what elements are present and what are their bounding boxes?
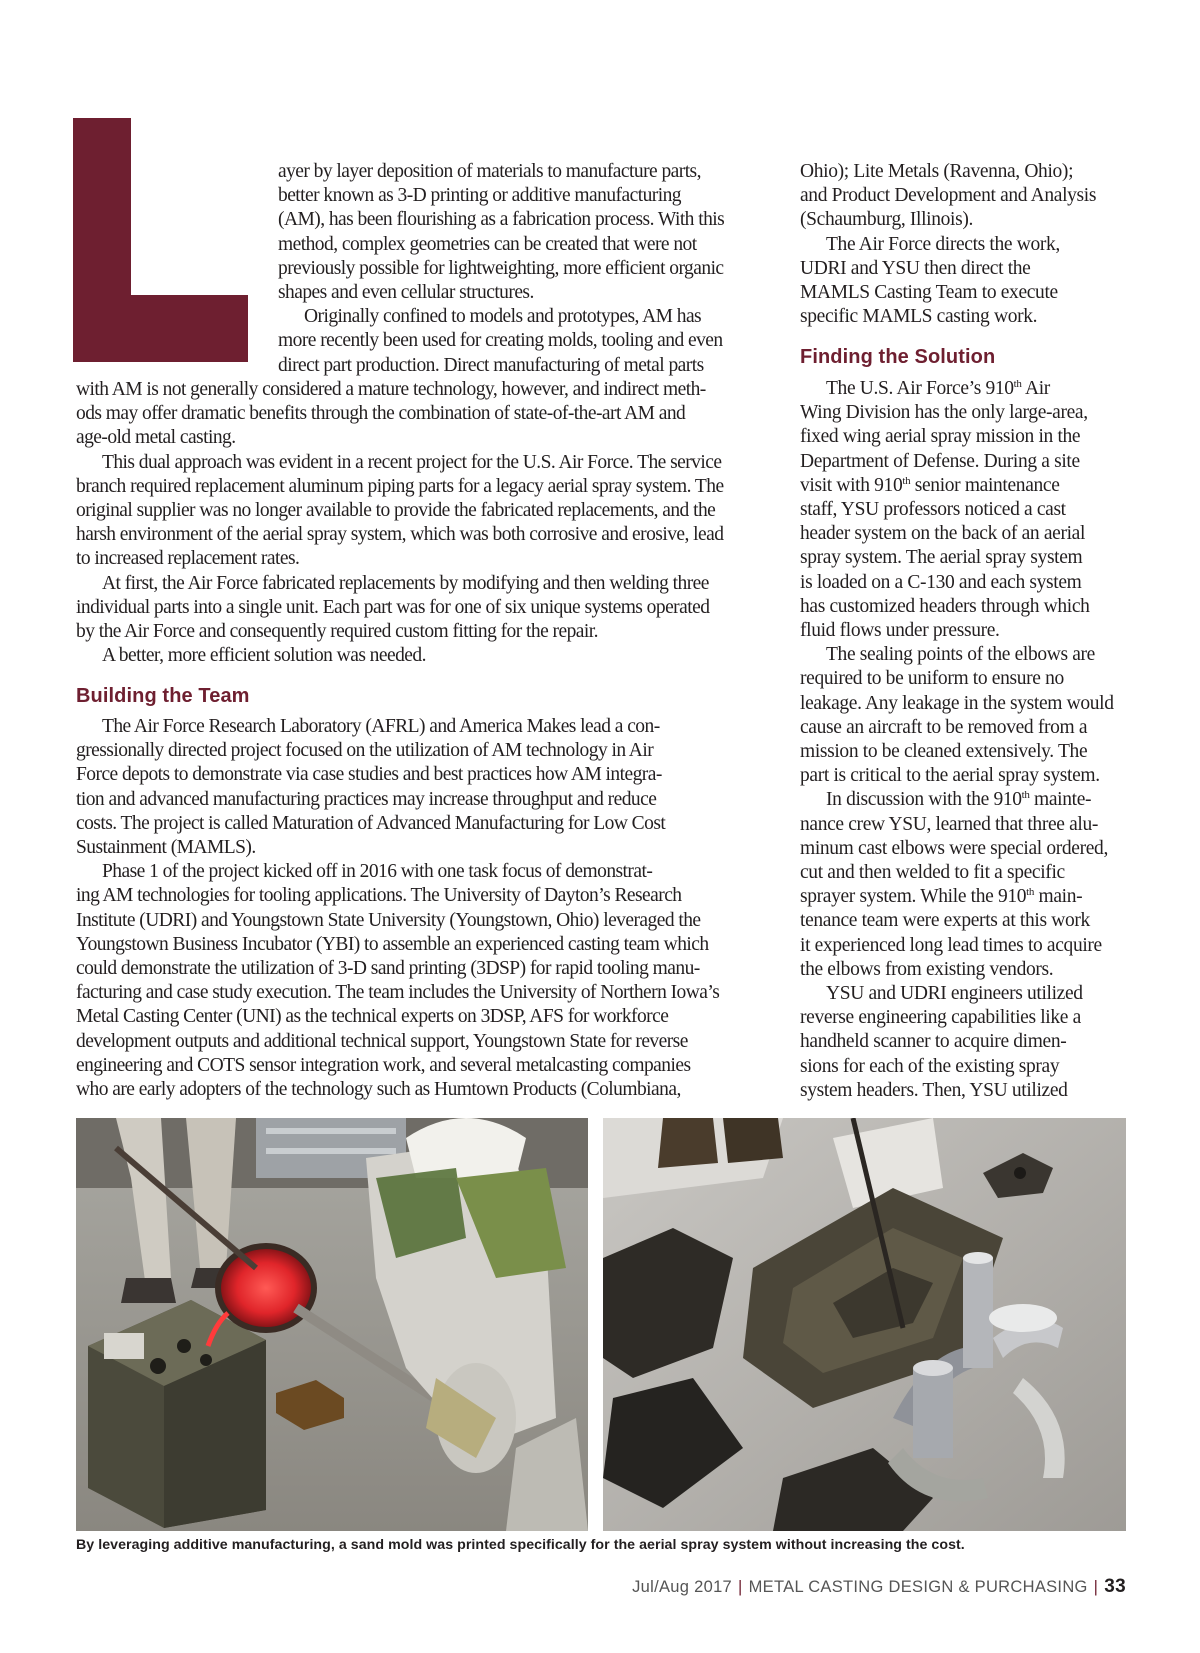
text-line: Youngstown Business Incubator (YBI) to assemble an experienced casting team which: [76, 933, 709, 955]
drop-cap: [73, 118, 248, 362]
text-line: YSU and UDRI engineers utilized: [826, 983, 1083, 1005]
text-line: sions for each of the existing spray: [800, 1055, 1060, 1077]
main-body-text: [76, 378, 768, 668]
text-line: tenance team were experts at this work: [800, 910, 1090, 932]
photo-pouring-metal: [76, 1118, 588, 1531]
text-line: Ohio); Lite Metals (Ravenna, Ohio);: [800, 161, 1074, 182]
building-team-text: [76, 715, 768, 1102]
text-line: part is critical to the aerial spray system.: [800, 765, 1100, 787]
text-line: In discussion with the 910th mainte-: [826, 789, 1092, 811]
text-line: sprayer system. While the 910th main-: [800, 886, 1083, 908]
text-line: engineering and COTS sensor integration work, and several metalcasting companies: [76, 1054, 691, 1076]
photo-cast-elbow: [603, 1118, 1126, 1531]
text-line: The Air Force Research Laboratory (AFRL) and America Makes lead a con-: [102, 716, 660, 737]
text-line: staff, YSU professors noticed a cast: [800, 499, 1066, 521]
footer-separator: |: [1093, 1578, 1099, 1596]
text-line: The Air Force directs the work,: [826, 233, 1060, 255]
text-line: leakage. Any leakage in the system would: [800, 692, 1114, 714]
text-line: spray system. The aerial spray system: [800, 547, 1083, 569]
text-line: to increased replacement rates.: [76, 548, 300, 570]
text-line: Originally confined to models and prototypes, AM has: [304, 306, 702, 328]
text-line: ing AM technologies for tooling applications. The University of Dayton’s Research: [76, 885, 682, 907]
text-line: gressionally directed project focused on the utilization of AM technology in Air: [76, 740, 654, 762]
text-line: Phase 1 of the project kicked off in 2016 with one task focus of demonstrat-: [102, 861, 653, 883]
text-line: better known as 3-D printing or additive manufacturing: [278, 185, 681, 207]
text-line: Department of Defense. During a site: [800, 450, 1080, 472]
text-line: direct part production. Direct manufacturing of metal parts: [278, 354, 704, 376]
text-line: visit with 910th senior maintenance: [800, 474, 1060, 496]
text-line: Wing Division has the only large-area,: [800, 402, 1088, 424]
text-line: it experienced long lead times to acquire: [800, 934, 1102, 956]
text-line: ods may offer dramatic benefits through the combination of state-of-the-art AM and: [76, 403, 686, 425]
pouring-photo-illustration: [76, 1118, 588, 1531]
text-line: The sealing points of the elbows are: [826, 644, 1095, 666]
text-line: (Schaumburg, Illinois).: [800, 209, 974, 231]
photo-caption: By leveraging additive manufacturing, a sand mold was printed specifically for the aerial spray system without increasing the cost.: [76, 1537, 965, 1553]
text-line: MAMLS Casting Team to execute: [800, 282, 1058, 304]
intro-paragraph: [278, 160, 768, 378]
text-line: A better, more efficient solution was needed.: [102, 645, 426, 667]
footer-separator: |: [738, 1578, 743, 1596]
text-line: harsh environment of the aerial spray system, which was both corrosive and erosive, lead: [76, 524, 724, 546]
text-line: Sustainment (MAMLS).: [76, 837, 256, 859]
text-line: and Product Development and Analysis: [800, 185, 1097, 207]
text-line: This dual approach was evident in a recent project for the U.S. Air Force. The service: [102, 451, 722, 473]
text-line: costs. The project is called Maturation of Advanced Manufacturing for Low Cost: [76, 812, 666, 834]
text-line: header system on the back of an aerial: [800, 523, 1086, 545]
text-line: cause an aircraft to be removed from a: [800, 716, 1088, 738]
text-line: UDRI and YSU then direct the: [800, 257, 1031, 279]
text-line: individual parts into a single unit. Each part was for one of six unique systems operated: [76, 596, 710, 618]
text-line: The U.S. Air Force’s 910th Air: [826, 378, 1050, 399]
text-line: development outputs and additional technical support, Youngstown State for reverse: [76, 1030, 688, 1052]
text-line: mission to be cleaned extensively. The: [800, 741, 1088, 763]
section-heading-finding-the-solution: Finding the Solution: [800, 346, 996, 368]
section-heading-building-the-team: Building the Team: [76, 685, 250, 707]
text-line: reverse engineering capabilities like a: [800, 1007, 1081, 1029]
finding-solution-text: [800, 377, 1135, 1103]
text-line: previously possible for lightweighting, more efficient organic: [278, 257, 724, 279]
footer-issue-date: Jul/Aug 2017: [632, 1578, 733, 1596]
text-line: shapes and even cellular structures.: [278, 282, 534, 304]
text-line: minum cast elbows were special ordered,: [800, 837, 1108, 859]
text-line: age-old metal casting.: [76, 427, 236, 449]
text-line: could demonstrate the utilization of 3-D sand printing (3DSP) for rapid tooling manu-: [76, 958, 700, 980]
text-line: facturing and case study execution. The team includes the University of Northern Iowa’s: [76, 982, 720, 1004]
text-line: system headers. Then, YSU utilized: [800, 1079, 1068, 1101]
text-line: with AM is not generally considered a mature technology, however, and indirect meth-: [76, 379, 706, 400]
text-line: more recently been used for creating molds, tooling and even: [278, 330, 723, 352]
footer-publication: METAL CASTING DESIGN & PURCHASING: [748, 1578, 1088, 1596]
text-line: (AM), has been flourishing as a fabrication process. With this: [278, 209, 725, 231]
text-line: branch required replacement aluminum piping parts for a legacy aerial spray system. The: [76, 475, 724, 497]
text-line: ayer by layer deposition of materials to manufacture parts,: [278, 161, 701, 182]
text-line: is loaded on a C-130 and each system: [800, 571, 1082, 593]
text-line: nance crew YSU, learned that three alu-: [800, 813, 1099, 835]
text-line: Force depots to demonstrate via case studies and best practices how AM integra-: [76, 764, 662, 786]
right-column-top: [800, 160, 1135, 329]
text-line: At first, the Air Force fabricated replacements by modifying and then welding three: [102, 572, 709, 594]
text-line: fixed wing aerial spray mission in the: [800, 426, 1081, 448]
text-line: required to be uniform to ensure no: [800, 668, 1064, 690]
text-line: the elbows from existing vendors.: [800, 958, 1054, 980]
text-line: cut and then welded to fit a specific: [800, 862, 1065, 884]
text-line: handheld scanner to acquire dimen-: [800, 1031, 1067, 1053]
text-line: fluid flows under pressure.: [800, 620, 1000, 642]
text-line: specific MAMLS casting work.: [800, 306, 1038, 328]
text-line: Institute (UDRI) and Youngstown State University (Youngstown, Ohio) leveraged the: [76, 909, 701, 931]
text-line: method, complex geometries can be created that were not: [278, 233, 697, 255]
page-number: 33: [1104, 1576, 1126, 1597]
page-footer: [632, 1576, 1126, 1598]
text-line: Metal Casting Center (UNI) as the technical experts on 3DSP, AFS for workforce: [76, 1006, 669, 1028]
drop-cap-letter: [73, 118, 74, 119]
text-line: who are early adopters of the technology such as Humtown Products (Columbiana,: [76, 1079, 681, 1101]
casting-photo-illustration: [603, 1118, 1126, 1531]
text-line: original supplier was no longer available to provide the fabricated replacements, and the: [76, 500, 716, 522]
text-line: has customized headers through which: [800, 595, 1090, 617]
text-line: by the Air Force and consequently required custom fitting for the repair.: [76, 621, 598, 643]
text-line: tion and advanced manufacturing practices may increase throughput and reduce: [76, 788, 657, 810]
